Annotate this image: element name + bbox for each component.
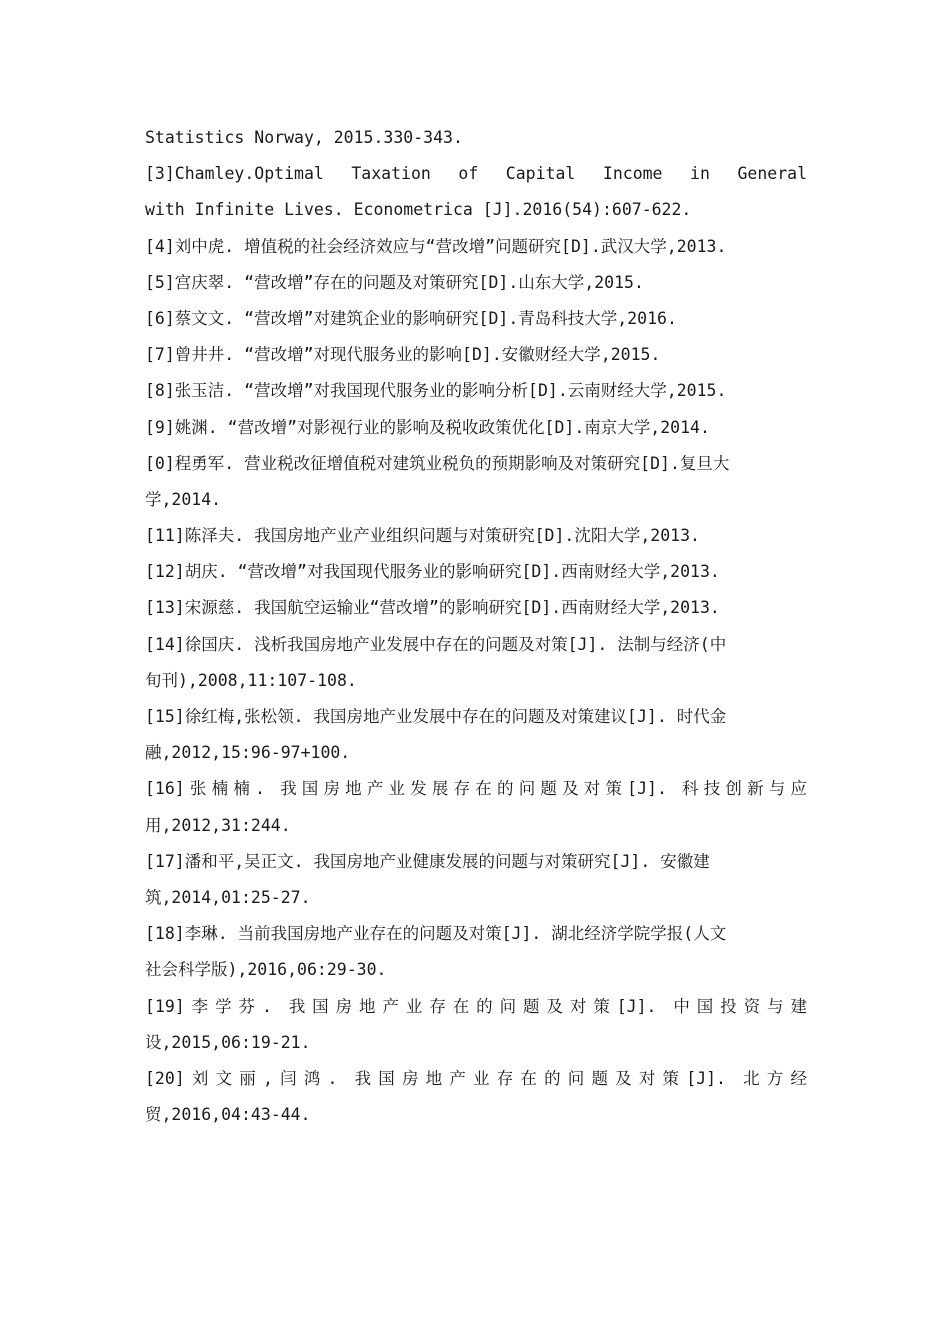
reference-line: [13]宋源慈. 我国航空运输业“营改增”的影响研究[D].西南财经大学,2013. xyxy=(145,598,720,618)
reference-line: 旬刊),2008,11:107-108. xyxy=(145,670,357,690)
reference-line: [7]曾井井. “营改增”对现代服务业的影响[D].安徽财经大学,2015. xyxy=(145,345,661,365)
reference-line: [4]刘中虎. 增值税的社会经济效应与“营改增”问题研究[D].武汉大学,2013. xyxy=(145,236,727,256)
reference-line: 学,2014. xyxy=(145,489,222,509)
reference-line: 设,2015,06:19-21. xyxy=(145,1032,311,1052)
reference-line: 贸,2016,04:43-44. xyxy=(145,1105,311,1125)
reference-line: 融,2012,15:96-97+100. xyxy=(145,743,351,763)
reference-line: Statistics Norway, 2015.330-343. xyxy=(145,128,463,147)
reference-line: [11]陈泽夫. 我国房地产业产业组织问题与对策研究[D].沈阳大学,2013. xyxy=(145,526,700,546)
reference-line: 筑,2014,01:25-27. xyxy=(145,887,311,907)
reference-line: [18]李琳. 当前我国房地产业存在的问题及对策[J]. 湖北经济学院学报(人文 xyxy=(145,924,727,944)
reference-line: [5]宫庆翠. “营改增”存在的问题及对策研究[D].山东大学,2015. xyxy=(145,272,644,292)
reference-list xyxy=(145,120,807,1133)
reference-line: [12]胡庆. “营改增”对我国现代服务业的影响研究[D].西南财经大学,2013. xyxy=(145,562,720,582)
reference-line: [6]蔡文文. “营改增”对建筑企业的影响研究[D].青岛科技大学,2016. xyxy=(145,308,677,328)
reference-line: [17]潘和平,吴正文. 我国房地产业健康发展的问题与对策研究[J]. 安徽建 xyxy=(145,851,710,871)
reference-line: with Infinite Lives. Econometrica [J].2016(54):607-622. xyxy=(145,200,692,220)
reference-line: [15]徐红梅,张松领. 我国房地产业发展中存在的问题及对策建议[J]. 时代金 xyxy=(145,707,727,726)
reference-line: [0]程勇军. 营业税改征增值税对建筑业税负的预期影响及对策研究[D].复旦大 xyxy=(145,453,730,473)
reference-line: [16]张楠楠. 我国房地产业发展存在的问题及对策[J]. 科技创新与应 xyxy=(145,779,807,799)
reference-line: 社会科学版),2016,06:29-30. xyxy=(145,960,387,980)
reference-line: 用,2012,31:244. xyxy=(145,815,291,835)
reference-line: [8]张玉洁. “营改增”对我国现代服务业的影响分析[D].云南财经大学,2015. xyxy=(145,381,727,401)
reference-line: [20]刘文丽,闫鸿. 我国房地产业存在的问题及对策[J]. 北方经 xyxy=(145,1068,807,1088)
reference-line: [14]徐国庆. 浅析我国房地产业发展中存在的问题及对策[J]. 法制与经济(中 xyxy=(145,634,727,654)
reference-line: [9]姚渊. “营改增”对影视行业的影响及税收政策优化[D].南京大学,2014. xyxy=(145,417,710,437)
reference-line: [19]李学芬. 我国房地产业存在的问题及对策[J]. 中国投资与建 xyxy=(145,996,807,1016)
reference-line: [3]Chamley.Optimal Taxation of Capital Income in General xyxy=(145,164,807,184)
